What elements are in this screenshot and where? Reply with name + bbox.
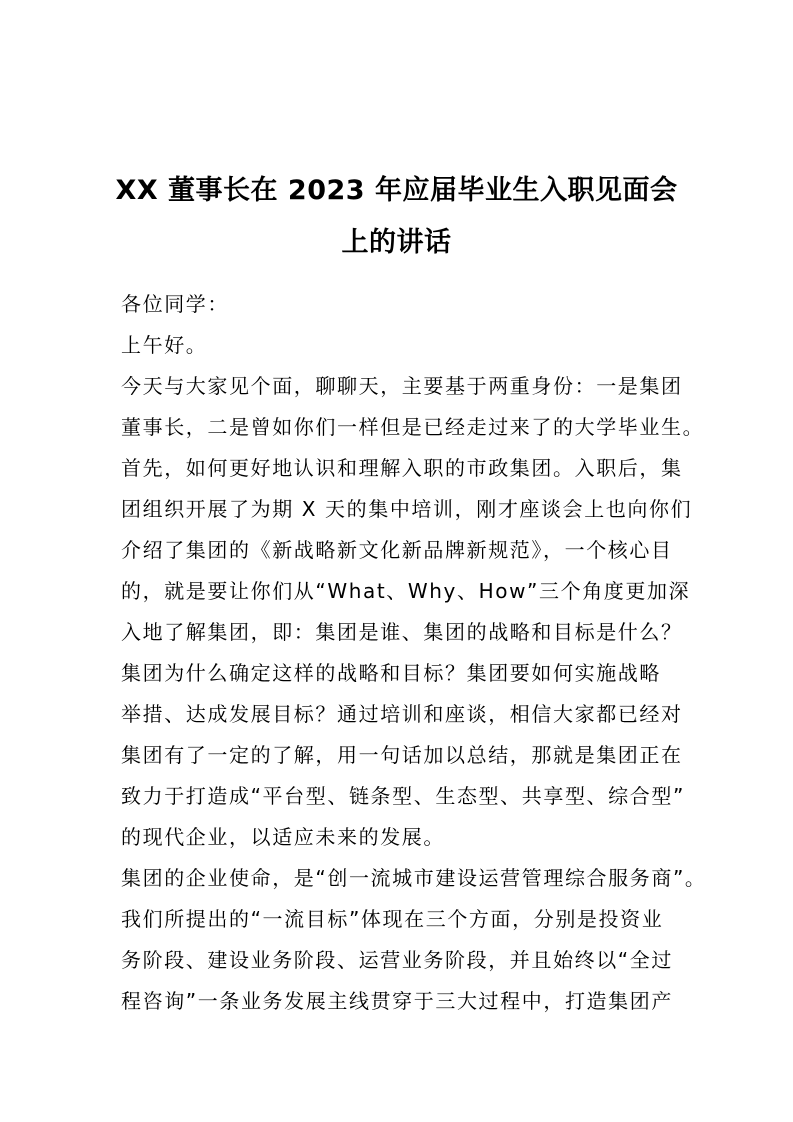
body-line-5: 首先，如何更好地认识和理解入职的市政集团。入职后，集	[121, 456, 683, 480]
body-line-15: 集团的企业使命，是“创一流城市建设运营管理综合服务商”。	[121, 866, 707, 890]
body-line-4: 董事长，二是曾如你们一样但是已经走过来了的大学毕业生。	[121, 415, 705, 439]
body-line-7: 介绍了集团的《新战略新文化新品牌新规范》，一个核心目	[121, 538, 673, 562]
body-line-14: 的现代企业，以适应未来的发展。	[121, 825, 445, 849]
body-line-17: 务阶段、建设业务阶段、运营业务阶段，并且始终以“全过	[121, 948, 673, 972]
body-line-8: 的，就是要让你们从“What、Why、How”三个角度更加深	[121, 579, 691, 603]
body-line-18: 程咨询”一条业务发展主线贯穿于三大过程中，打造集团产	[121, 989, 673, 1013]
body-line-2: 上午好。	[121, 333, 208, 357]
body-line-10: 集团为什么确定这样的战略和目标？集团要如何实施战略	[121, 661, 661, 685]
body-line-11: 举措、达成发展目标？通过培训和座谈，相信大家都已经对	[121, 702, 683, 726]
body-line-3: 今天与大家见个面，聊聊天，主要基于两重身份：一是集团	[121, 374, 683, 398]
document-title-line-2: 上的讲话	[341, 227, 452, 258]
body-line-9: 入地了解集团，即：集团是谁、集团的战略和目标是什么？	[121, 620, 683, 644]
body-line-12: 集团有了一定的了解，用一句话加以总结，那就是集团正在	[121, 743, 683, 767]
body-line-6: 团组织开展了为期 X 天的集中培训，刚才座谈会上也向你们	[121, 497, 693, 521]
body-line-13: 致力于打造成“平台型、链条型、生态型、共享型、综合型”	[121, 784, 685, 808]
body-line-1: 各位同学：	[121, 292, 229, 316]
document-title-line-1: XX 董事长在 2023 年应届毕业生入职见面会	[115, 175, 678, 206]
body-line-16: 我们所提出的“一流目标”体现在三个方面，分别是投资业	[121, 907, 664, 931]
